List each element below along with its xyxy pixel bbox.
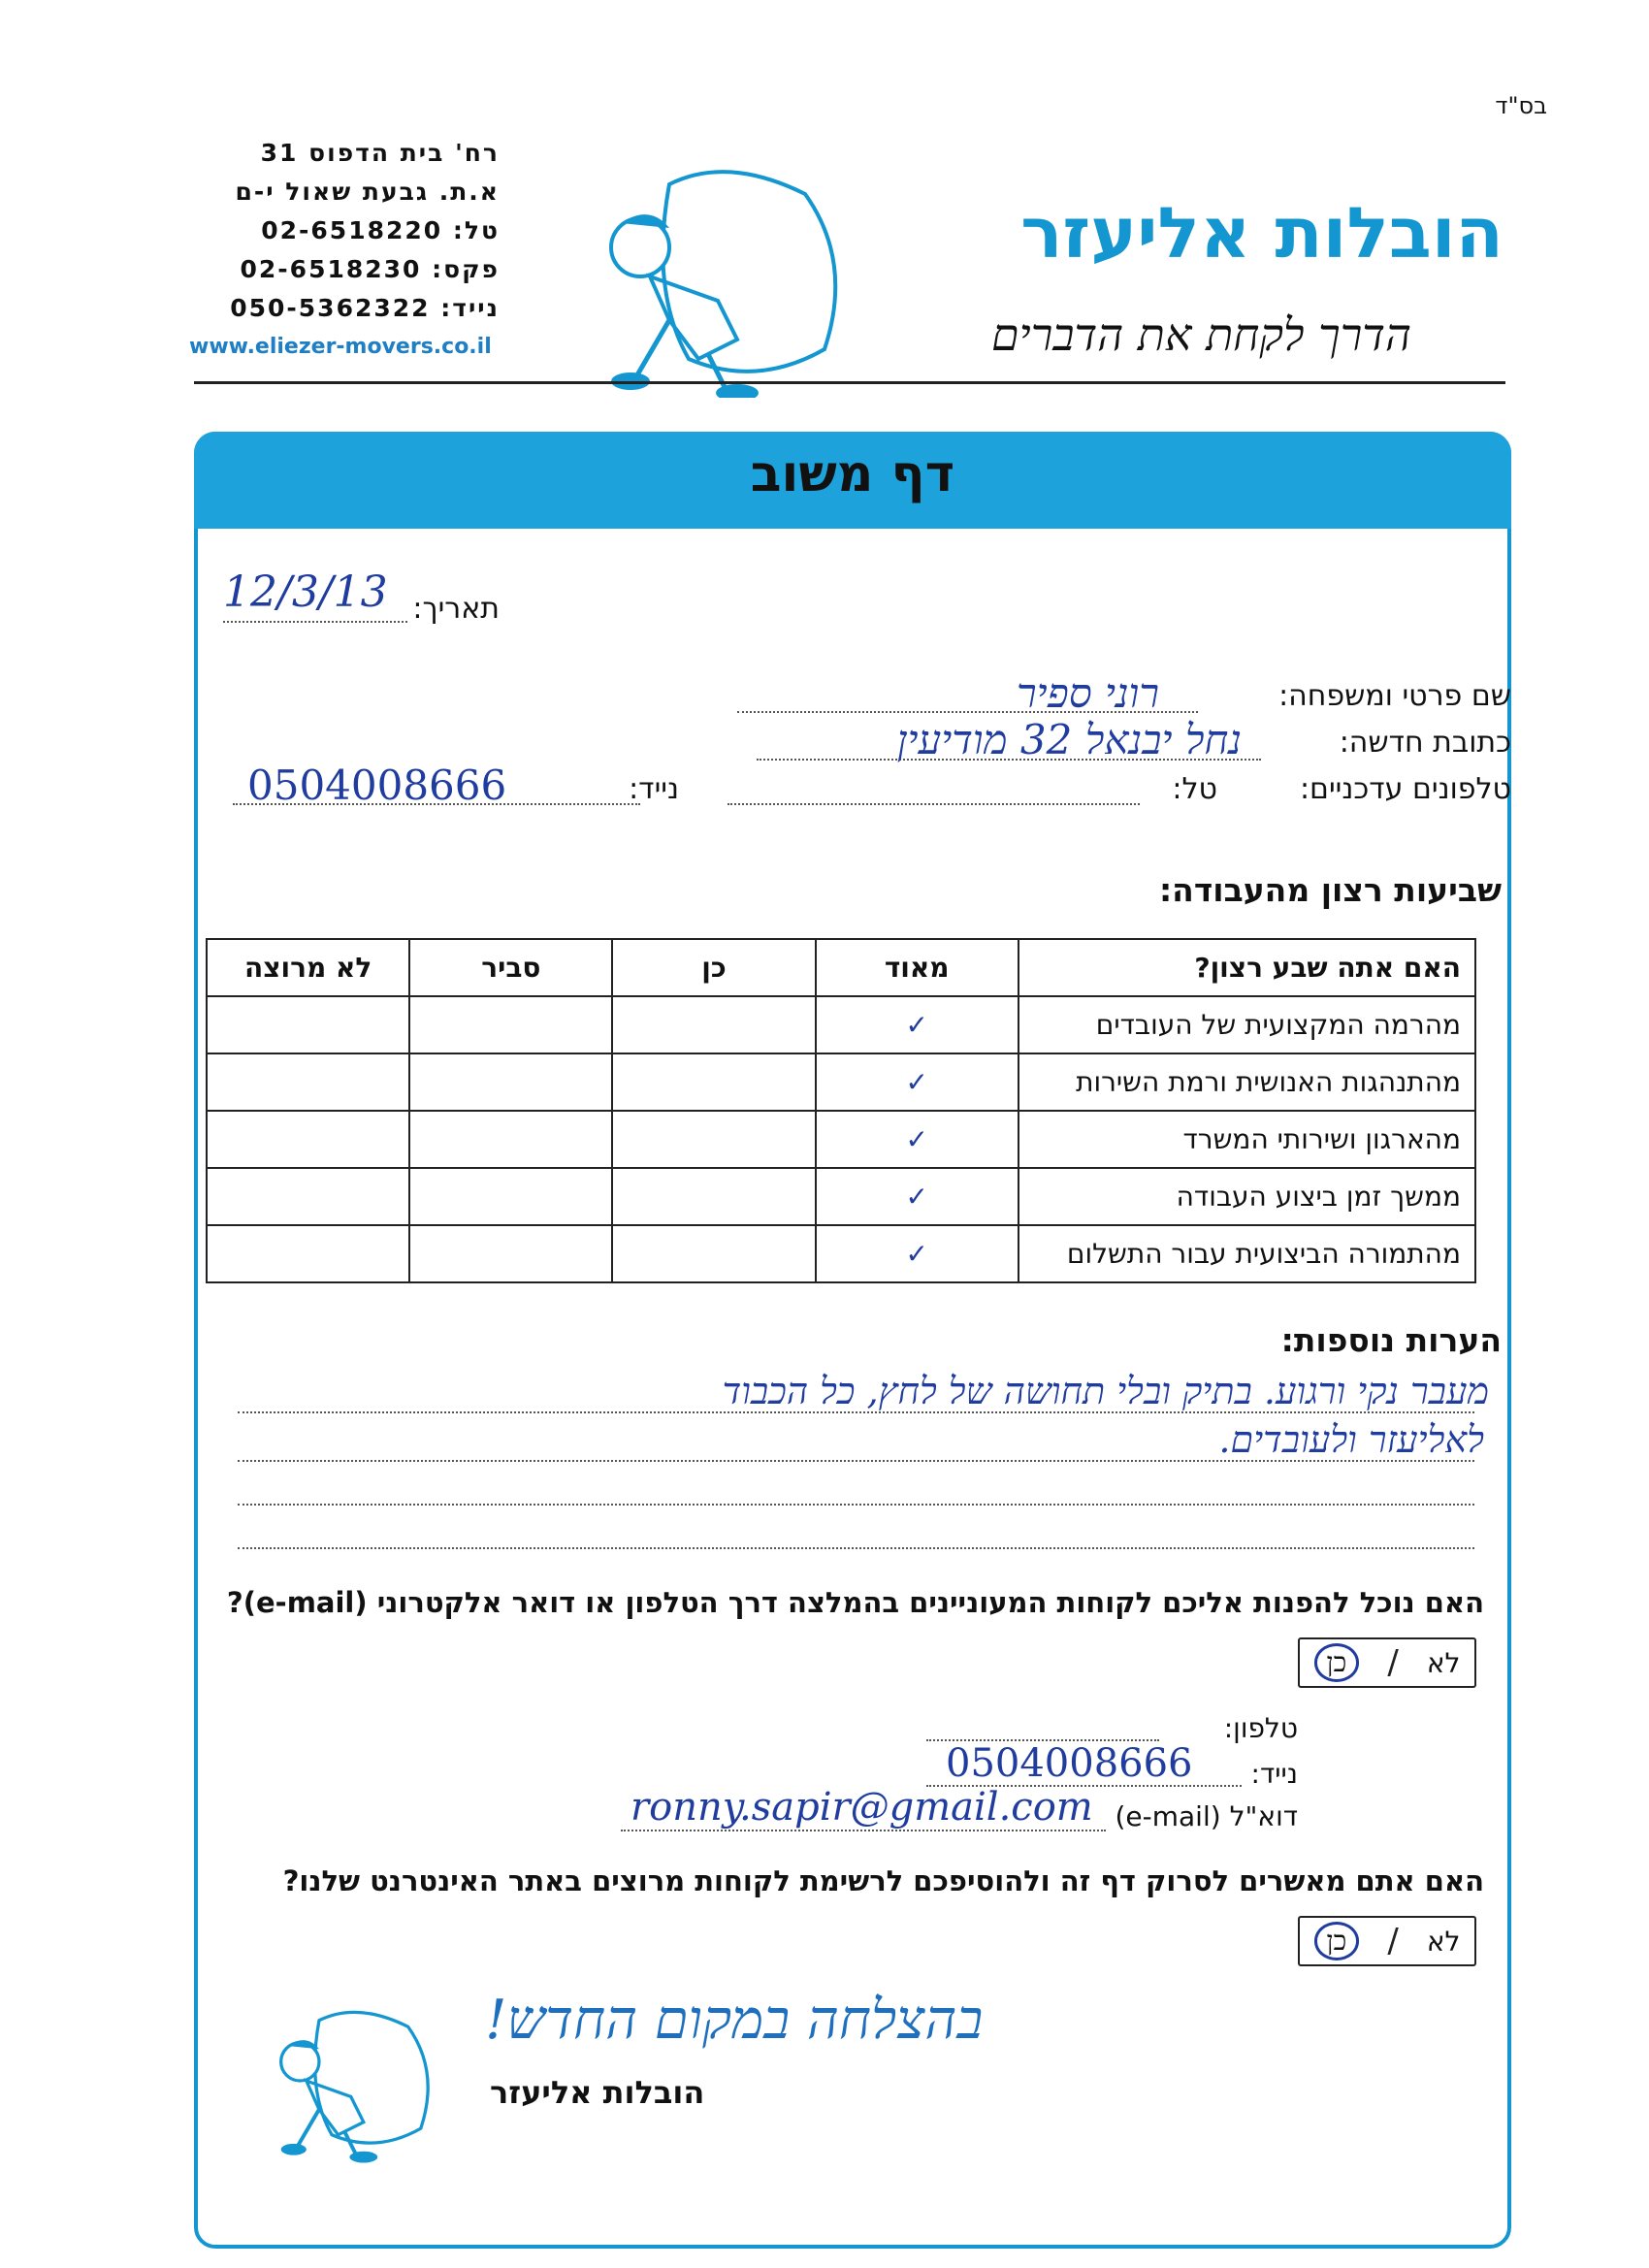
rating-cell[interactable] [207,1053,409,1111]
column-header: האם אתה שבע רצון? [1018,939,1475,996]
scan-yes-option[interactable] [1314,1922,1360,1960]
mover-mascot-logo [582,155,863,398]
table-row [207,996,1475,1053]
rating-cell[interactable] [409,1111,612,1168]
mobile-value[interactable]: 0504008666 [247,761,507,809]
table-row [207,1168,1475,1225]
column-header: כן [612,939,815,996]
scan-question: האם אתם מאשרים לסרוק דף זה ולהוסיפכם לרשימת לקוחות מרוצים באתר האינטרנט שלנו? [282,1864,1484,1897]
phone-label: טל: [1172,772,1217,806]
notes-line-3 [238,1504,1474,1506]
referral-toggle[interactable] [1298,1637,1476,1688]
address-label: כתובת חדשה: [1339,726,1511,760]
notes-text-1[interactable]: מעבר נקי ורגוע. בתיק ובלי תחושה של לחץ, כל הכבוד [722,1370,1489,1412]
notes-heading: הערות נוספות: [1280,1321,1502,1359]
referral-mobile-value[interactable]: 0504008666 [946,1741,1193,1786]
date-line [223,621,407,623]
name-label: שם פרטי ומשפחה: [1278,679,1511,713]
table-header-row [207,939,1475,996]
phone-line [728,803,1140,805]
row-question: מהארגון ושירותי המשרד [1018,1111,1475,1168]
rating-cell[interactable] [612,1053,815,1111]
name-value[interactable]: רוני ספיר [1017,669,1159,717]
mover-mascot-small-logo [262,1998,446,2163]
contact-mobile: נייד: 050-5362322 [230,294,500,322]
footer-brand: הובלות אליעזר [490,2074,705,2111]
header-divider [194,381,1505,384]
contact-fax: פקס: 02-6518230 [240,255,500,283]
brand-title: הובלות אליעזר [1020,192,1504,274]
rating-cell[interactable] [612,1168,815,1225]
rating-cell[interactable] [207,1111,409,1168]
contact-phone: טל: 02-6518220 [261,216,500,244]
row-question: מהתמורה הביצועית עבור התשלום [1018,1225,1475,1282]
check-mark[interactable]: ✓ [816,1168,1018,1225]
referral-yes-option[interactable] [1314,1643,1360,1682]
referral-email-value[interactable]: ronny.sapir@gmail.com [630,1785,1093,1830]
table-row [207,1111,1475,1168]
check-mark[interactable]: ✓ [816,1053,1018,1111]
mobile-label: נייד: [629,772,679,806]
rating-cell[interactable] [409,1225,612,1282]
date-label: תאריך: [412,592,500,626]
address-value[interactable]: נחל יבנאל 32 מודיעין [896,716,1242,763]
yes-circle: כן [1314,1643,1360,1682]
satisfaction-heading: שביעות רצון מהעבודה: [1158,871,1502,909]
check-mark[interactable]: ✓ [816,996,1018,1053]
referral-mobile-label: נייד: [1250,1758,1298,1790]
rating-cell[interactable] [409,996,612,1053]
footer-wish: בהצלחה במקום החדש! [485,1989,984,2052]
rating-cell[interactable] [207,1168,409,1225]
rating-cell[interactable] [207,1225,409,1282]
referral-email-label: דוא"ל (e-mail) [1115,1800,1298,1832]
column-header: סביר [409,939,612,996]
separator-slash: / [1387,1922,1399,1960]
rating-cell[interactable] [612,996,815,1053]
yes-circle: כן [1314,1922,1360,1960]
scan-no-option[interactable]: לא [1426,1925,1461,1958]
rating-cell[interactable] [612,1225,815,1282]
satisfaction-table [206,938,1476,1283]
notes-line-4 [238,1547,1474,1549]
row-question: ממשך זמן ביצוע העבודה [1018,1168,1475,1225]
row-question: מהרמה המקצועית של העובדים [1018,996,1475,1053]
brand-slogan: הדרך לקחת את הדברים [990,308,1411,361]
form-title: דף משוב [750,445,955,503]
contact-block [189,134,500,367]
check-mark[interactable]: ✓ [816,1225,1018,1282]
date-value[interactable]: 12/3/13 [223,567,388,617]
table-row [207,1225,1475,1282]
scan-toggle[interactable] [1298,1916,1476,1966]
top-mark: בס"ד [1495,92,1547,119]
rating-cell[interactable] [612,1111,815,1168]
phones-label: טלפונים עדכניים: [1299,772,1511,806]
check-mark[interactable]: ✓ [816,1111,1018,1168]
column-header: לא מרוצה [207,939,409,996]
rating-cell[interactable] [207,996,409,1053]
referral-email-line [621,1830,1106,1831]
table-row [207,1053,1475,1111]
contact-address: רח' בית הדפוס 31 [260,139,500,167]
referral-phone-label: טלפון: [1223,1712,1298,1744]
rating-cell[interactable] [409,1053,612,1111]
referral-question: האם נוכל להפנות אליכם לקוחות המעוניינים בהמלצה דרך הטלפון או דואר אלקטרוני (e-mail)? [226,1586,1484,1619]
form-banner [194,432,1511,529]
website-link[interactable]: www.eliezer-movers.co.il [189,335,492,359]
referral-no-option[interactable]: לא [1426,1646,1461,1679]
notes-text-2[interactable]: לאליעזר ולעובדים. [1218,1418,1484,1461]
contact-area: א.ת. גבעת שאול י-ם [235,178,500,206]
row-question: מהתנהגות האנושית ורמת השירות [1018,1053,1475,1111]
rating-cell[interactable] [409,1168,612,1225]
column-header: מאוד [816,939,1018,996]
separator-slash: / [1387,1643,1399,1682]
